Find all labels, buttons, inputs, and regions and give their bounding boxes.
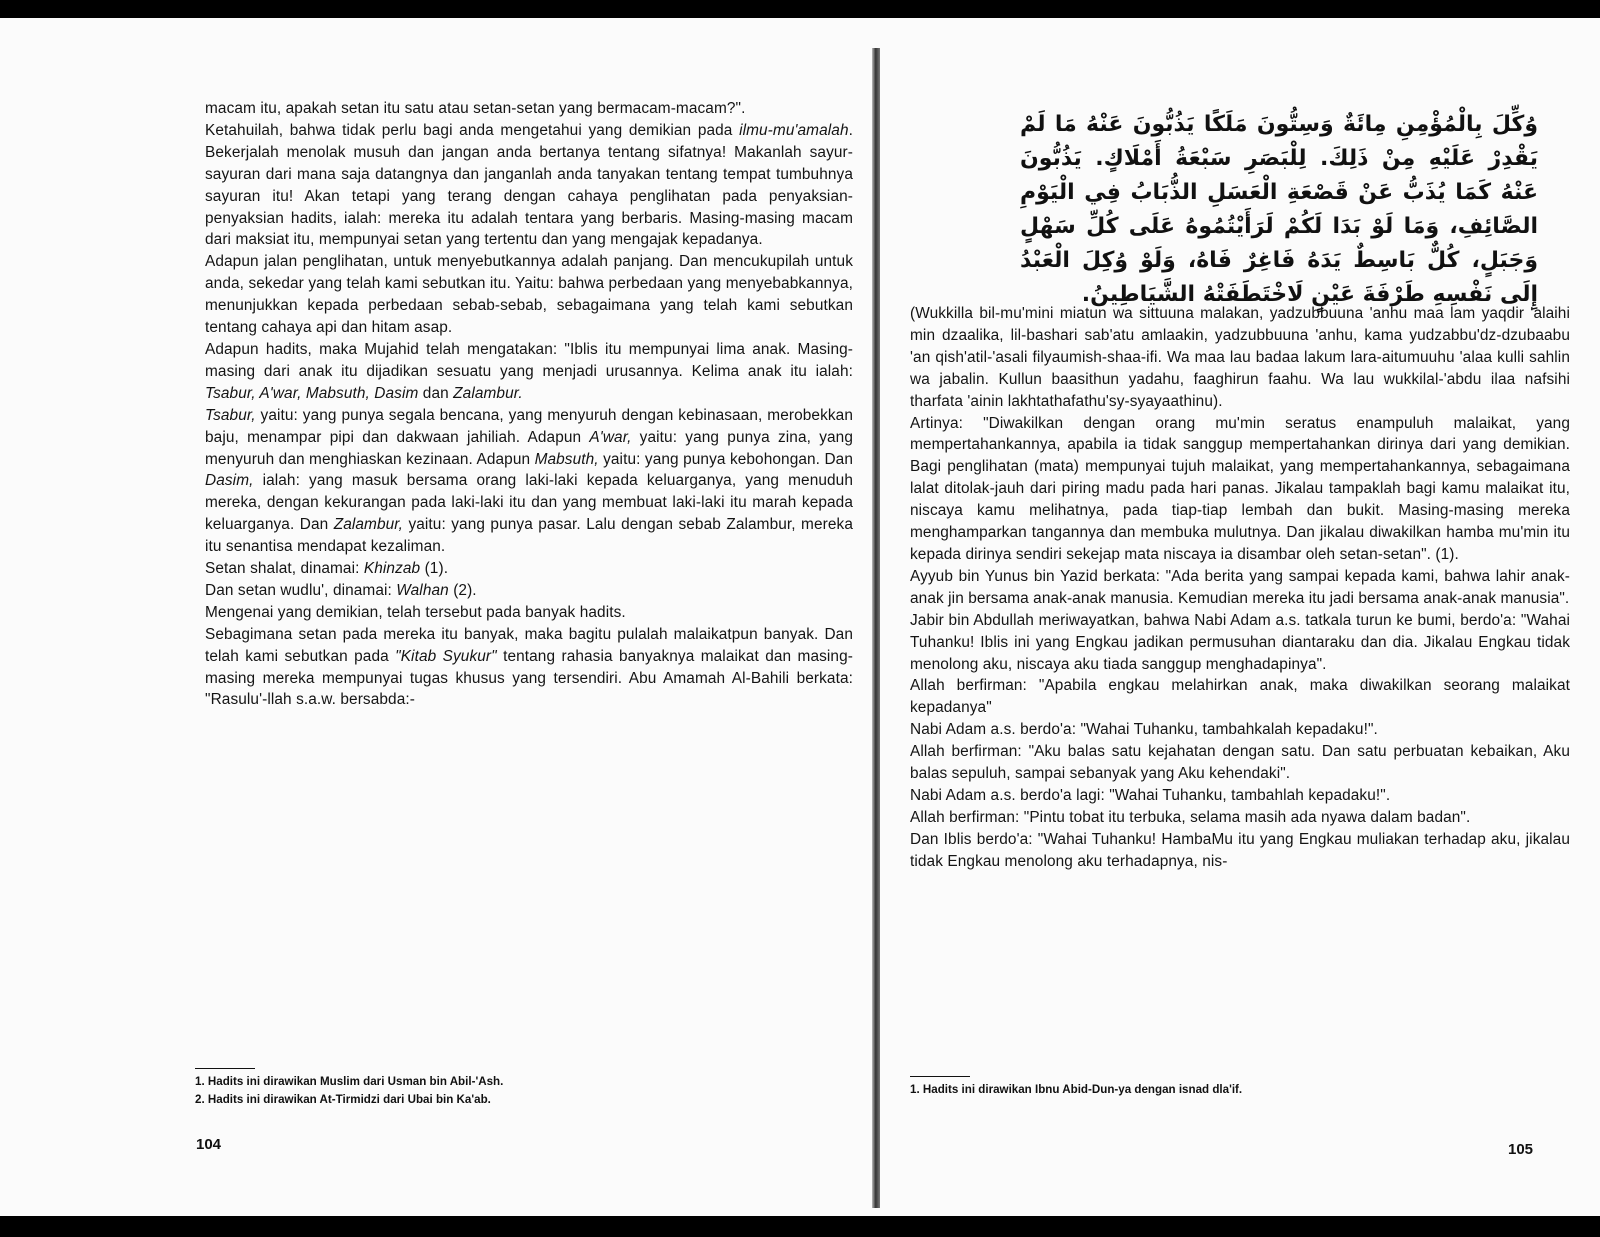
italic-term: Zalambur, bbox=[333, 516, 404, 534]
text-run: . Bekerjalah menolak musuh dan jangan anda bertanya tentang sifatnya! Makanlah sayur-sayuran dari mana saja datangnya dan janganlah anda tanyakan tentang tempat tumbuhnya sayuran itu! Akan tetapi yang terang dengan cahaya penglihatan pada penyaksian-penyaksian hadits, ialah: mereka itu adalah tentara yang berbaris. Masing-masing macam dari maksiat itu, mempunyai setan yang tertentu dan yang mengajak kepadanya. bbox=[205, 121, 858, 249]
paragraph bbox=[910, 741, 1575, 785]
text-run: (2). bbox=[448, 581, 477, 599]
paragraph bbox=[205, 251, 858, 339]
footnote: 1. Hadits ini dirawikan Ibnu Abid-Dun-ya dengan isnad dla'if. bbox=[910, 1083, 1243, 1096]
text-run: Artinya: "Diwakilkan dengan orang mu'min seratus enampuluh malaikat, yang mempertahankannya, apabila ia tidak sanggup mempertahankan dirinya dari yang demikian. Bagi penglihatan (mata) mempunyai tujuh malaikat, yang mempertahankannya, sebagaimana lalat ditolak-jauh dari piring madu pada hari panas. Jikalau tampaklah bagi kamu malaikat itu, niscaya kamu melihatnya, pada tiap-tiap lembah dan bukit. Masing-masing mereka menghamparkan tangannya dan membuka mulutnya. Dan jikalau diwakilkan hamba mu'min itu kepada dirinya sendiri sekejap mata niscaya ia disambar oleh setan-setan". (1). bbox=[910, 414, 1575, 563]
italic-term: Walhan bbox=[396, 581, 449, 599]
text-run: Sebagimana setan pada mereka itu banyak, maka bagitu pulalah malaikatpun banyak. Dan telah kami sebutkan pada bbox=[205, 625, 858, 665]
paragraph bbox=[205, 580, 853, 602]
italic-term: A'war, bbox=[589, 428, 632, 446]
italic-term: Tsabur, A'war, Mabsuth, Dasim bbox=[205, 384, 419, 402]
text-run: yaitu: yang punya segala bencana, yang menyuruh dengan kebinasaan, merobekkan baju, menampar pipi dan dakwaan jahiliah. Adapun bbox=[205, 406, 858, 446]
paragraph bbox=[910, 829, 1575, 873]
text-run: yaitu: yang punya pasar. Lalu dengan sebab Zalambur, mereka itu senantisa mendapat kezaliman. bbox=[205, 516, 858, 556]
text-run: tentang rahasia banyaknya malaikat dan masing-masing mereka mempunyai tugas khusus yang tersendiri. Abu Amamah Al-Bahili berkata: "Rasulu'-llah s.a.w. bersabda:- bbox=[205, 647, 858, 709]
text-run: (Wukkilla bil-mu'mini miatun wa sittuuna malakan, yadzubbuuna 'anhu maa lam yaqdir 'alaihi min dzaalika, lil-bashari sab'atu amlaakin, yadzubbuuna 'anhu, kama yudzabbu'dz-dzubaabu 'an qish'atil-'asali filyaumish-shaa-ifi. Wa maa lau badaa lakum lara-aitumuuhu 'alaa kulli sahlin wa jabalin. Kullun baasithun yadahu, faaghirun faahu. Wa lau wukkilal-'abdu ilaa nafsihi tharfata 'ainin lakhtathafathu'sy-syayaathinu). bbox=[910, 305, 1575, 410]
italic-term: Tsabur, bbox=[205, 406, 256, 424]
footnote: 2. Hadits ini dirawikan At-Tirmidzi dari Ubai bin Ka'ab. bbox=[195, 1093, 491, 1106]
left-page bbox=[0, 18, 872, 1216]
arabic-hadith-text: وُكِّلَ بِالْمُؤْمِنِ مِائَةٌ وَسِتُّونَ مَلَكًا يَذُبُّونَ عَنْهُ مَا لَمْ يَقْدِرْ عَلَيْهِ مِنْ ذَلِكَ. لِلْبَصَرِ سَبْعَةُ أَمْلَاكٍ. يَذُبُّونَ عَنْهُ كَمَا يُذَبُّ عَنْ قَصْعَةِ الْعَسَلِ الذُّبَابُ فِي الْيَوْمِ الصَّائِفِ، وَمَا لَوْ بَدَا لَكُمْ لَرَأَيْتُمُوهُ عَلَى كُلِّ سَهْلٍ وَجَبَلٍ، كُلٌّ بَاسِطٌ يَدَهُ فَاغِرٌ فَاهُ، وَلَوْ وُكِلَ الْعَبْدُ إِلَى نَفْسِهِ طَرْفَةَ عَيْنٍ لَاخْتَطَفَتْهُ الشَّيَاطِينُ. bbox=[1020, 112, 1538, 307]
text-run: Allah berfirman: "Aku balas satu kejahatan dengan satu. Dan satu perbuatan kebaikan, Aku balas sepuluh, sampai sebanyak yang Aku kehendaki". bbox=[910, 743, 1575, 783]
text-run: (1). bbox=[420, 560, 449, 578]
text-run: Dan setan wudlu', dinamai: bbox=[205, 581, 397, 599]
text-run: Adapun jalan penglihatan, untuk menyebutkannya adalah panjang. Dan mencukupilah untuk anda, sekedar yang telah kami sebutkan itu. Yaitu: bahwa perbedaan yang menyebabkannya, menunjukkan kepada perbedaan sebab-sebab, sebagaimana yang telah kami sebutkan tentang cahaya api dan hitam asap. bbox=[205, 253, 858, 337]
paragraph bbox=[910, 566, 1570, 610]
text-run: ialah: yang masuk bersama orang laki-laki kepada keluarganya, yang menuduh mereka, dengan kekurangan pada laki-laki itu dan yang membuat laki-laki itu marah kepada keluarganya. Dan bbox=[205, 472, 858, 534]
paragraph bbox=[910, 303, 1575, 413]
text-run: macam itu, apakah setan itu satu atau setan-setan yang bermacam-macam?". bbox=[205, 100, 746, 117]
paragraph bbox=[205, 120, 858, 251]
text-run: yaitu: yang punya kebohongan. Dan bbox=[598, 450, 858, 468]
paragraph bbox=[910, 675, 1575, 719]
text-run: dan bbox=[418, 384, 454, 402]
text-run: Ayyub bin Yunus bin Yazid berkata: "Ada berita yang sampai kepada kami, bahwa lahir anak-anak jin bersama anak-anak manusia. Kemudian mereka itu jadi bersama anak-anak manusia". bbox=[910, 567, 1570, 607]
italic-term: Mabsuth, bbox=[534, 450, 599, 468]
text-run: Dan Iblis berdo'a: "Wahai Tuhanku! HambaMu itu yang Engkau muliakan terhadap aku, jikalau tidak Engkau menolong aku terhadapnya, nis- bbox=[910, 830, 1575, 870]
book-gutter bbox=[872, 48, 880, 1208]
footnote-rule bbox=[910, 1076, 970, 1077]
book-spread bbox=[0, 18, 1600, 1216]
italic-term: Khinzab bbox=[363, 560, 421, 578]
text-run: Jabir bin Abdullah meriwayatkan, bahwa Nabi Adam a.s. tatkala turun ke bumi, berdo'a: "Wahai Tuhanku! Iblis ini yang Engkau jadikan permusuhan diantaraku dan dia. Jikalau Engkau tidak menolong aku, niscaya aku tiada sanggup menghadapinya". bbox=[910, 611, 1575, 673]
paragraph bbox=[205, 558, 853, 580]
text-run: Adapun hadits, maka Mujahid telah mengatakan: "Iblis itu mempunyai lima anak. Masing-masing dari anak itu dijadikan sesuatu yang menjadi urusannya. Kelima anak itu ialah: bbox=[205, 340, 858, 380]
paragraph bbox=[205, 98, 853, 120]
paragraph bbox=[910, 719, 1570, 741]
footnote: 1. Hadits ini dirawikan Muslim dari Usman bin Abil-'Ash. bbox=[195, 1075, 504, 1088]
text-run: Allah berfirman: "Apabila engkau melahirkan anak, maka diwakilkan seorang malaikat kepadanya" bbox=[910, 677, 1575, 717]
text-run: Nabi Adam a.s. berdo'a lagi: "Wahai Tuhanku, tambahlah kepadaku!". bbox=[910, 786, 1391, 804]
italic-term: Zalambur. bbox=[453, 384, 523, 402]
text-run: Ketahuilah, bahwa tidak perlu bagi anda mengetahui yang demikian pada bbox=[205, 121, 740, 139]
left-page-body bbox=[205, 98, 858, 711]
paragraph bbox=[205, 624, 858, 712]
paragraph bbox=[205, 405, 858, 558]
text-run: Setan shalat, dinamai: bbox=[205, 560, 364, 578]
footnote-rule bbox=[195, 1068, 255, 1069]
italic-term: Dasim, bbox=[205, 472, 254, 490]
paragraph bbox=[205, 602, 853, 624]
italic-term: ilmu-mu'amalah bbox=[739, 121, 849, 139]
text-run: Allah berfirman: "Pintu tobat itu terbuka, selama masih ada nyawa dalam badan". bbox=[910, 808, 1471, 826]
text-run: Nabi Adam a.s. berdo'a: "Wahai Tuhanku, tambahkalah kepadaku!". bbox=[910, 721, 1378, 739]
text-run: yaitu: yang punya zina, yang menyuruh dan menghiaskan kezinaan. Adapun bbox=[205, 428, 858, 468]
paragraph bbox=[910, 413, 1575, 566]
italic-term: "Kitab Syukur" bbox=[395, 647, 497, 665]
page-number: 105 bbox=[1508, 1141, 1534, 1158]
paragraph bbox=[910, 610, 1575, 676]
text-run: Mengenai yang demikian, telah tersebut pada banyak hadits. bbox=[205, 603, 626, 621]
paragraph bbox=[205, 339, 858, 405]
right-page bbox=[880, 18, 1600, 1216]
paragraph bbox=[910, 785, 1570, 807]
page-number: 104 bbox=[196, 1136, 222, 1153]
right-page-body bbox=[910, 303, 1575, 873]
paragraph bbox=[910, 807, 1570, 829]
left-footnotes bbox=[195, 1068, 845, 1109]
right-footnotes bbox=[910, 1076, 1550, 1099]
